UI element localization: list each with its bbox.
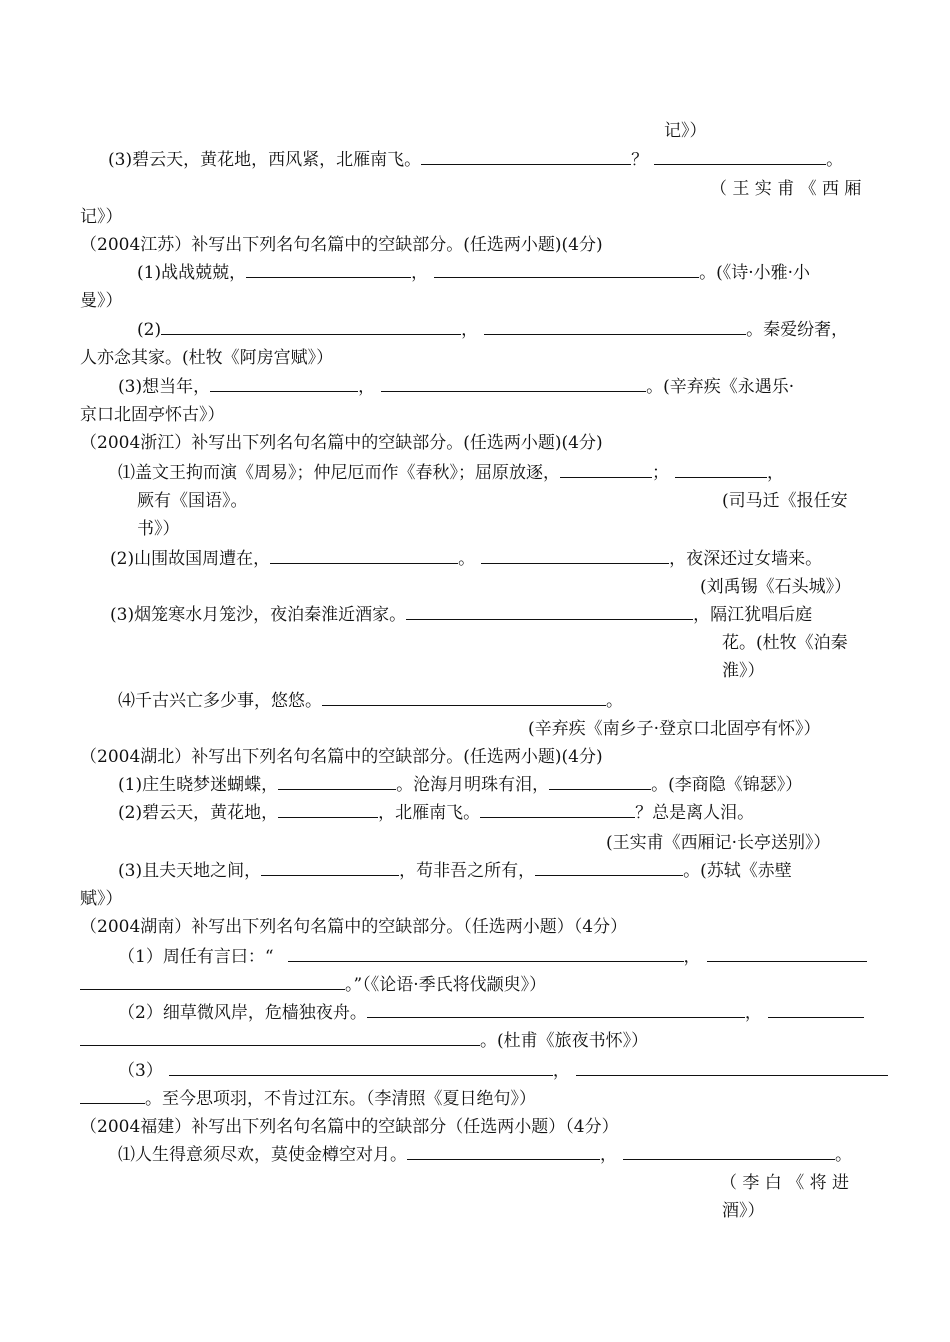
text-line: 记》） [664, 121, 707, 141]
citation: 书》） [137, 519, 180, 539]
citation: 。(杜甫《旅夜书怀》） [480, 1031, 649, 1051]
answer-blank[interactable] [623, 1144, 835, 1160]
citation: 。(苏轼《赤壁 [683, 861, 792, 881]
answer-blank[interactable] [288, 946, 684, 962]
prompt-text: (2)碧云天，黄花地， [118, 803, 279, 823]
citation: 记》） [80, 207, 123, 227]
answer-blank[interactable] [80, 974, 345, 990]
prompt-text: （3） [118, 1061, 163, 1081]
prompt-text: 。沧海月明珠有泪， [396, 775, 550, 795]
answer-blank[interactable] [278, 774, 396, 790]
question-line [80, 974, 546, 996]
citation: 。”（《论语·季氏将伐颛臾》） [345, 975, 547, 995]
answer-blank[interactable] [367, 1002, 745, 1018]
answer-blank[interactable] [576, 1060, 888, 1076]
question-line [118, 1002, 864, 1024]
answer-blank[interactable] [261, 860, 399, 876]
question-line [118, 376, 794, 398]
punct: ； [652, 463, 669, 483]
section-heading: （2004湖南）补写出下列名句名篇中的空缺部分。（任选两小题）（4分） [80, 917, 628, 937]
punct: 。 [606, 691, 623, 711]
answer-blank[interactable] [270, 548, 458, 564]
prompt-text: （2）细草微风岸，危樯独夜舟。 [118, 1003, 367, 1023]
question-line [110, 604, 812, 626]
prompt-text: (1)庄生晓梦迷蝴蝶， [118, 775, 279, 795]
prompt-text: (3)碧云天，黄花地，西风紧，北雁南飞。 [108, 150, 422, 170]
answer-blank[interactable] [707, 946, 867, 962]
prompt-text: (3)且夫天地之间， [118, 861, 262, 881]
answer-blank[interactable] [549, 774, 651, 790]
citation: 人亦念其家。(杜牧《阿房宫赋》） [80, 348, 334, 368]
prompt-text: (3)想当年， [118, 377, 211, 397]
question-line [137, 262, 810, 284]
answer-blank[interactable] [407, 1144, 600, 1160]
prompt-text: (3)烟笼寒水月笼沙，夜泊秦淮近酒家。 [110, 605, 407, 625]
answer-blank[interactable] [322, 690, 606, 706]
answer-blank[interactable] [80, 1030, 480, 1046]
prompt-text: ⑴盖文王拘而演《周易》；仲尼厄而作《春秋》；屈原放逐， [118, 463, 560, 483]
answer-blank[interactable] [210, 376, 358, 392]
citation: (辛弃疾《南乡子·登京口北固亭有怀》） [528, 719, 821, 739]
prompt-text: (2)山围故国周遭在， [110, 549, 271, 569]
answer-blank[interactable] [278, 802, 378, 818]
answer-blank[interactable] [434, 262, 699, 278]
punct: ， [358, 377, 376, 397]
citation: 曼》） [80, 291, 123, 311]
punct: 。 [458, 549, 476, 569]
citation: 花。(杜牧《泊秦 [722, 633, 848, 653]
question-line [110, 548, 822, 570]
punct: 。 [835, 1145, 852, 1165]
question-line [137, 319, 848, 341]
question-line [118, 860, 792, 882]
prompt-text: ，隔江犹唱后庭 [693, 605, 813, 625]
prompt-text: 。秦爱纷奢， [746, 320, 849, 340]
prompt-text: ，北雁南飞。 [378, 803, 481, 823]
question-line [118, 946, 867, 968]
punct: ， [552, 1061, 570, 1081]
punct: ， [767, 463, 784, 483]
answer-blank[interactable] [560, 462, 652, 478]
question-line [108, 149, 843, 171]
prompt-text: ，夜深还过女墙来。 [669, 549, 823, 569]
answer-blank[interactable] [381, 376, 646, 392]
answer-blank[interactable] [654, 149, 826, 165]
answer-blank[interactable] [246, 262, 411, 278]
citation: 酒》） [722, 1201, 765, 1221]
citation: （ 李 白 《 将 进 [720, 1173, 850, 1193]
punct: ， [600, 1145, 617, 1165]
citation: 。(《诗·小雅·小 [699, 263, 811, 283]
question-line [80, 1088, 536, 1110]
answer-blank[interactable] [675, 462, 767, 478]
punct: ， [744, 1003, 762, 1023]
prompt-text: （1）周任有言曰：“ [118, 947, 274, 967]
answer-blank[interactable] [484, 319, 746, 335]
question-line [118, 802, 754, 824]
punct: 。 [826, 150, 844, 170]
question-line [80, 1030, 648, 1052]
answer-blank[interactable] [768, 1002, 864, 1018]
answer-blank[interactable] [480, 802, 635, 818]
question-line [118, 690, 623, 712]
question-line [118, 462, 784, 484]
answer-blank[interactable] [535, 860, 683, 876]
citation: （ 王 实 甫 《 西 厢 [710, 179, 862, 199]
citation: 。(李商隐《锦瑟》） [651, 775, 803, 795]
answer-blank[interactable] [421, 149, 631, 165]
section-heading: （2004湖北）补写出下列名句名篇中的空缺部分。(任选两小题)(4分) [80, 747, 603, 767]
punct: ， [411, 263, 429, 283]
citation: 。至今思项羽，不肯过江东。（李清照《夏日绝句》） [145, 1089, 536, 1109]
answer-blank[interactable] [406, 604, 693, 620]
punct: ， [461, 320, 479, 340]
prompt-text: (1)战战兢兢， [137, 263, 247, 283]
prompt-text: ？总是离人泪。 [635, 803, 755, 823]
prompt-text: ⑷千古兴亡多少事，悠悠。 [118, 691, 322, 711]
answer-blank[interactable] [161, 319, 461, 335]
citation: 。(辛弃疾《永遇乐· [646, 377, 795, 397]
prompt-text: 厥有《国语》。 [137, 491, 248, 511]
question-line [118, 774, 802, 796]
citation: (王实甫《西厢记·长亭送别》） [606, 833, 831, 853]
answer-blank[interactable] [80, 1088, 145, 1104]
prompt-text: (2) [137, 320, 162, 340]
citation: 淮》） [722, 661, 765, 681]
section-heading: （2004浙江）补写出下列名句名篇中的空缺部分。(任选两小题)(4分) [80, 433, 603, 453]
question-line [118, 1060, 888, 1082]
punct: ？ [631, 150, 649, 170]
citation: (司马迁《报任安 [722, 491, 848, 511]
answer-blank[interactable] [481, 548, 669, 564]
prompt-text: ⑴人生得意须尽欢，莫使金樽空对月。 [118, 1145, 407, 1165]
answer-blank[interactable] [169, 1060, 553, 1076]
citation: 京口北固亭怀古》） [80, 405, 225, 425]
section-heading: （2004江苏）补写出下列名句名篇中的空缺部分。(任选两小题)(4分) [80, 235, 603, 255]
citation: (刘禹锡《石头城》） [700, 577, 852, 597]
citation: 赋》） [80, 889, 123, 909]
question-line [118, 1144, 852, 1166]
punct: ， [683, 947, 701, 967]
prompt-text: ，苟非吾之所有， [399, 861, 536, 881]
section-heading: （2004福建）补写出下列名句名篇中的空缺部分（任选两小题）（4分） [80, 1117, 619, 1137]
